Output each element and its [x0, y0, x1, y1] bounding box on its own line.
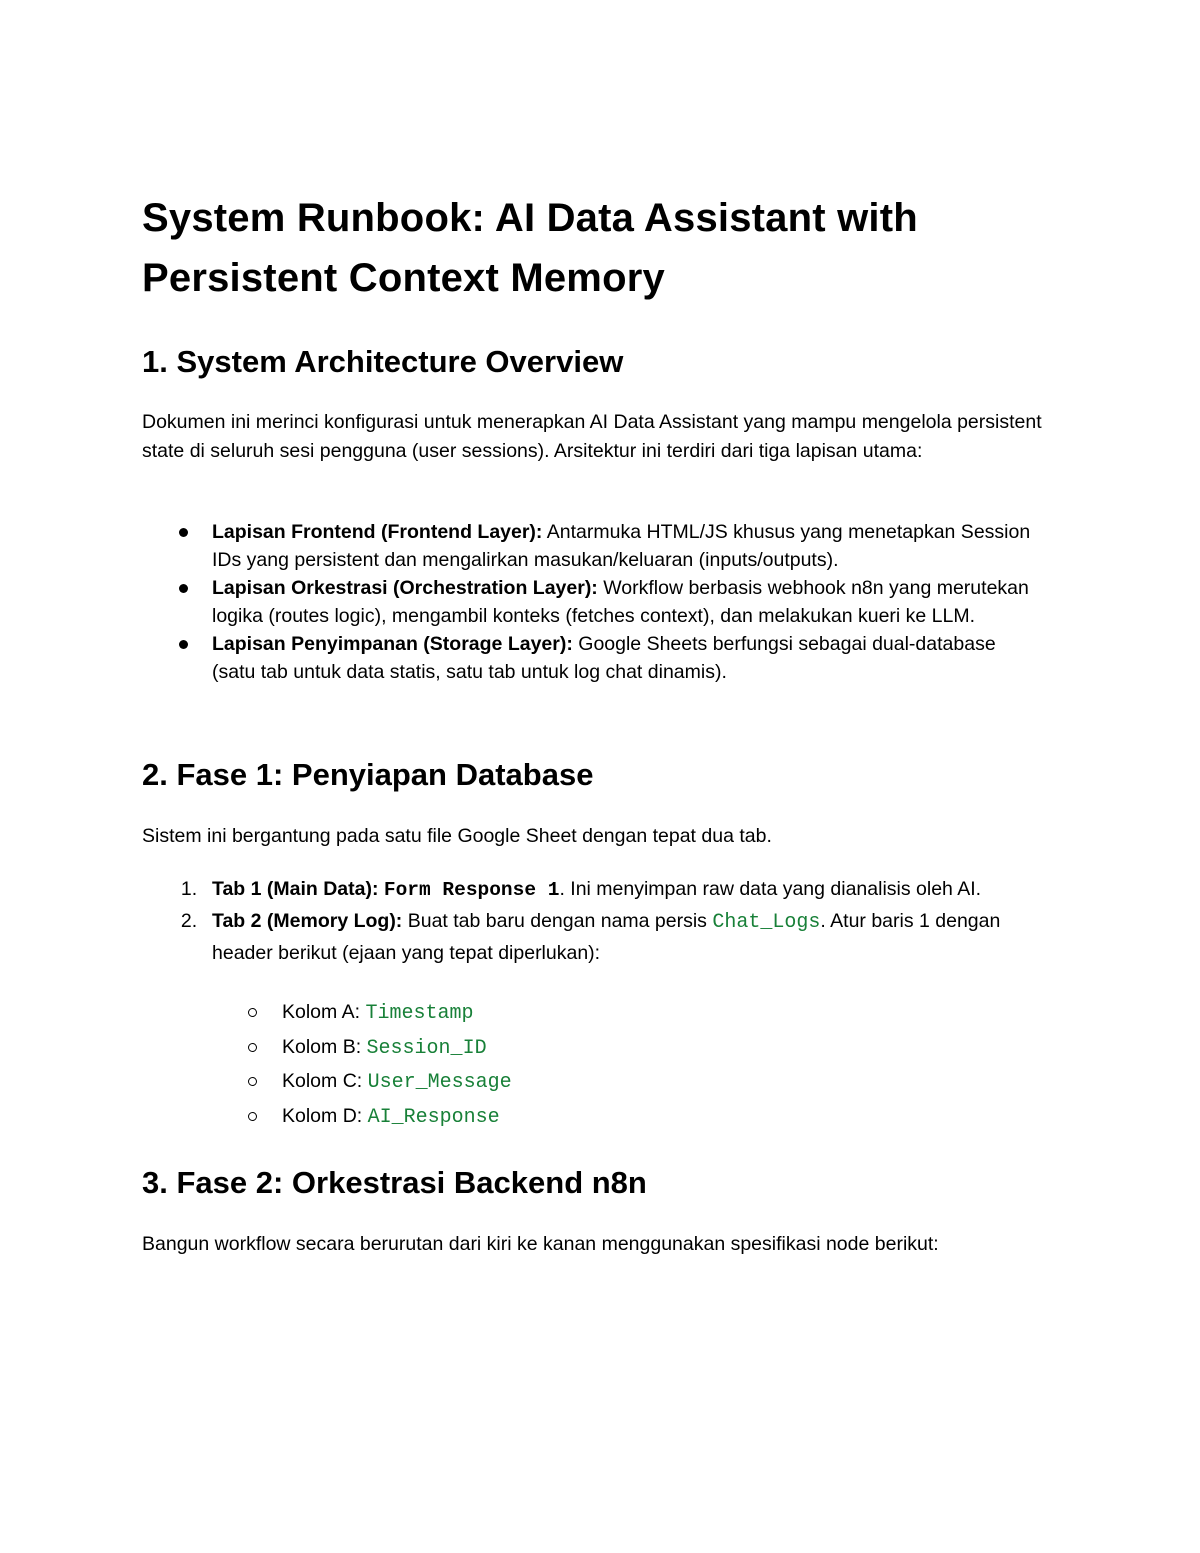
- tab-description: . Ini menyimpan raw data yang dianalisis oleh AI.: [559, 878, 982, 900]
- bullet-icon: [179, 584, 188, 593]
- tab-name-code: Chat_Logs: [712, 910, 821, 934]
- list-item: [142, 1031, 1042, 1066]
- list-item: [142, 630, 1042, 686]
- tab-description: . Atur baris 1 dengan header berikut (ejaan yang tepat diperlukan):: [212, 909, 1001, 964]
- column-label: Kolom A:: [282, 1001, 366, 1023]
- column-name-code: Session_ID: [366, 1036, 487, 1060]
- list-item: [142, 1100, 1042, 1135]
- hollow-bullet-icon: [248, 1043, 257, 1052]
- section-1-intro: Dokumen ini merinci konfigurasi untuk menerapkan AI Data Assistant yang mampu mengelola persistent state di seluruh sesi pengguna (user sessions). Arsitektur ini terdiri dari tiga lapisan utama:: [142, 411, 1042, 462]
- tab-description: Buat tab baru dengan nama persis: [402, 909, 713, 932]
- column-name-code: Timestamp: [365, 1002, 474, 1025]
- column-name-code: AI_Response: [367, 1105, 500, 1129]
- section-3-intro: Bangun workflow secara berurutan dari kiri ke kanan menggunakan spesifikasi node berikut:: [142, 1233, 939, 1255]
- list-number: 2.: [180, 909, 198, 932]
- column-label: Kolom C:: [282, 1070, 368, 1092]
- bullet-text: Workflow berbasis webhook n8n yang merutekan logika (routes logic), mengambil konteks (fetches context), dan melakukan kueri ke LLM.: [212, 577, 1029, 627]
- column-name-code: User_Message: [367, 1071, 512, 1094]
- section-2-heading: 2. Fase 1: Penyiapan Database: [142, 757, 594, 792]
- hollow-bullet-icon: [248, 1008, 257, 1017]
- section-3-heading: 3. Fase 2: Orkestrasi Backend n8n: [142, 1165, 647, 1200]
- bullet-text: Antarmuka HTML/JS khusus yang menetapkan Session IDs yang persistent dan mengalirkan masukan/keluaran (inputs/outputs).: [212, 521, 1031, 571]
- bullet-label: Lapisan Orkestrasi (Orchestration Layer):: [212, 577, 598, 599]
- tab-label: Tab 1 (Main Data):: [212, 878, 384, 900]
- section-2-intro: Sistem ini bergantung pada satu file Google Sheet dengan tepat dua tab.: [142, 825, 772, 847]
- column-label: Kolom D:: [282, 1104, 368, 1127]
- bullet-label: Lapisan Penyimpanan (Storage Layer):: [212, 633, 573, 655]
- list-item: [142, 518, 1042, 574]
- database-tab-list: [142, 874, 1042, 969]
- bullet-label: Lapisan Frontend (Frontend Layer):: [212, 521, 543, 543]
- tab-name: Form Response 1: [383, 879, 560, 901]
- list-item: [142, 874, 1042, 906]
- bullet-icon: [179, 528, 188, 537]
- list-item: [142, 574, 1042, 630]
- list-item: [142, 906, 1042, 969]
- list-number: 1.: [180, 878, 198, 900]
- bullet-text: Google Sheets berfungsi sebagai dual-database (satu tab untuk data statis, satu tab untuk log chat dinamis).: [212, 633, 996, 683]
- hollow-bullet-icon: [248, 1112, 257, 1121]
- document-title: System Runbook: AI Data Assistant with Persistent Context Memory: [142, 196, 918, 300]
- list-item: [142, 996, 1042, 1031]
- section-1-heading: 1. System Architecture Overview: [142, 344, 624, 379]
- column-label: Kolom B:: [282, 1035, 367, 1058]
- column-header-list: [142, 996, 1042, 1134]
- list-item: [142, 1065, 1042, 1100]
- tab-label: Tab 2 (Memory Log):: [212, 909, 403, 932]
- hollow-bullet-icon: [248, 1077, 257, 1086]
- architecture-bullet-list: [142, 518, 1042, 686]
- bullet-icon: [179, 640, 188, 649]
